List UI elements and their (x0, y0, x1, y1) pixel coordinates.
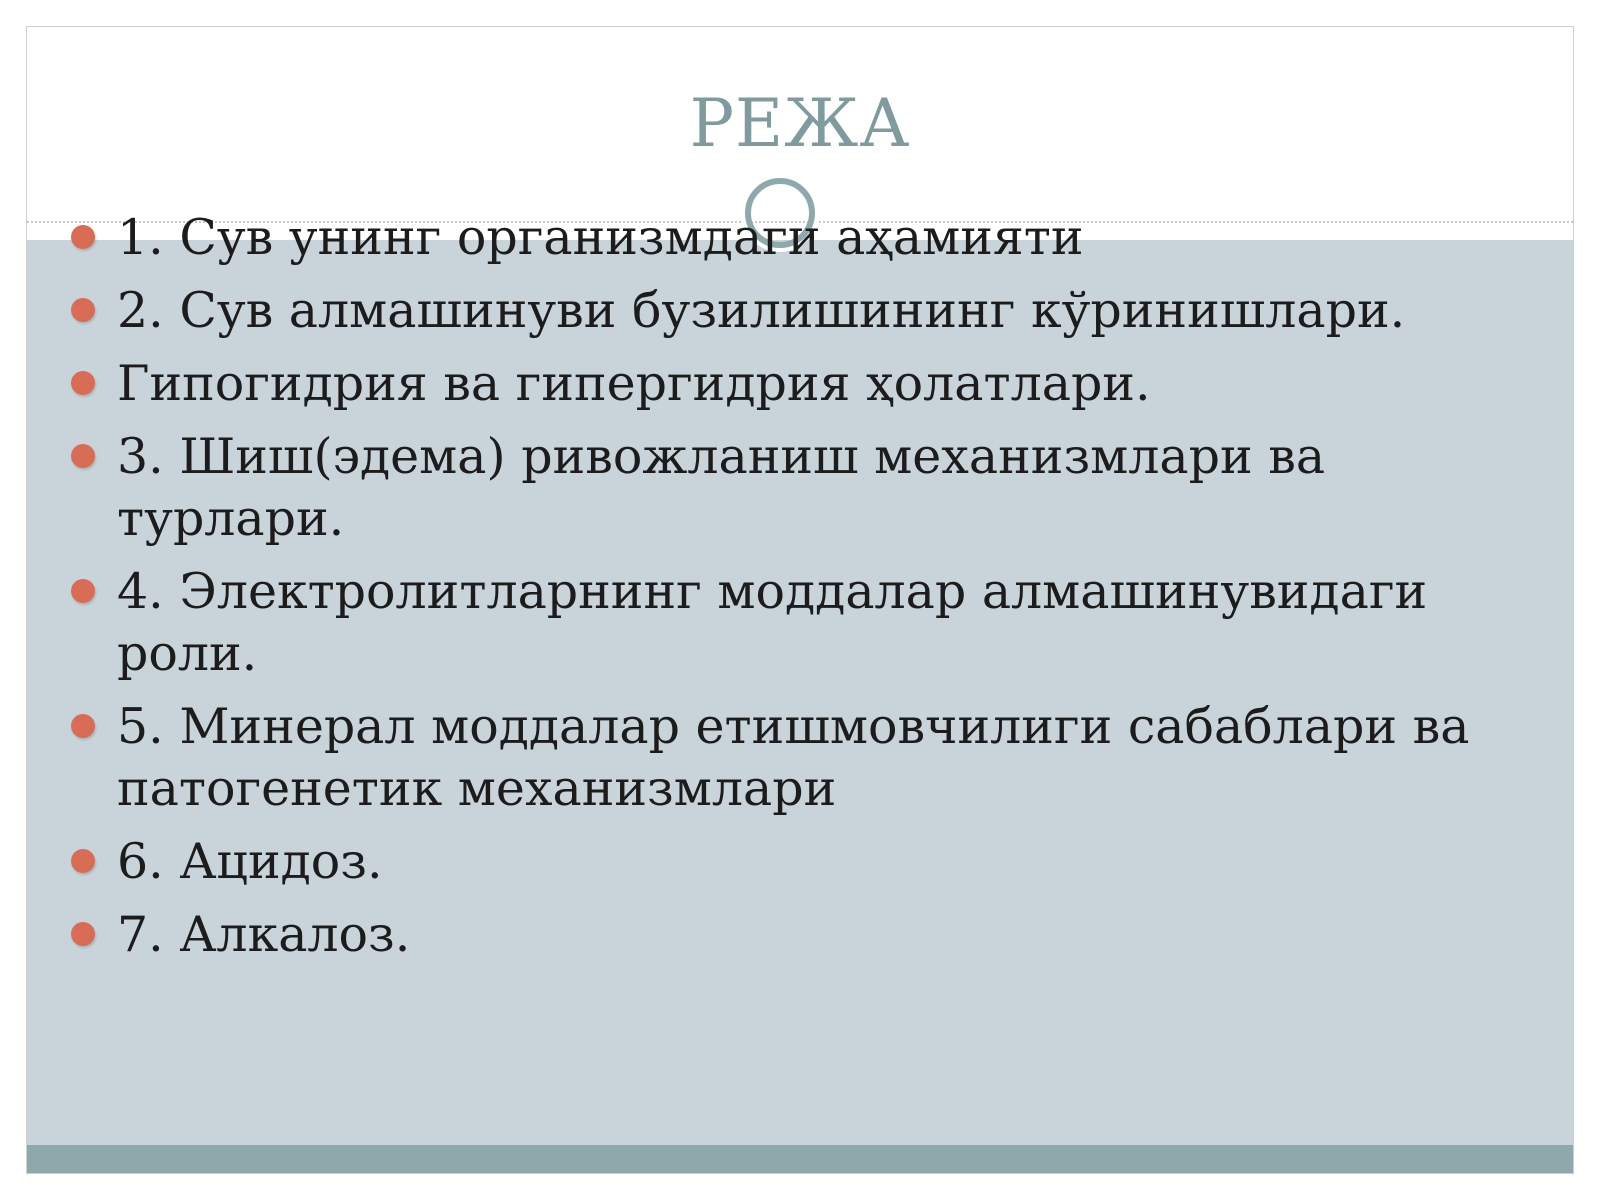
list-item-text: 5. Минерал моддалар етишмовчилиги сабаблари ва патогенетик механизмлари (117, 698, 1470, 817)
bullet-dot-icon (71, 444, 95, 468)
list-item-text: 1. Сув унинг организмдаги аҳамияти (117, 209, 1084, 266)
list-item (27, 426, 1573, 550)
bullet-dot-icon (71, 579, 95, 603)
list-item (27, 696, 1573, 820)
bullet-dot-icon (71, 225, 95, 249)
slide (26, 26, 1574, 1174)
footer-band (27, 1145, 1573, 1174)
list-item-text: 2. Сув алмашинуви бузилишининг кўринишлари. (117, 282, 1406, 339)
bullet-dot-icon (71, 371, 95, 395)
bullet-dot-icon (71, 922, 95, 946)
list-item (27, 280, 1573, 342)
list-item (27, 831, 1573, 893)
bullet-dot-icon (71, 298, 95, 322)
list-item-text: 6. Ацидоз. (117, 833, 383, 890)
list-item-text: 4. Электролитларнинг моддалар алмашинувидаги роли. (117, 563, 1428, 682)
list-item (27, 207, 1573, 269)
slide-title: РЕЖА (689, 85, 911, 162)
list-item-text: Гипогидрия ва гипергидрия ҳолатлари. (117, 355, 1151, 412)
bullet-dot-icon (71, 714, 95, 738)
list-item-text: 7. Алкалоз. (117, 906, 411, 963)
list-item (27, 904, 1573, 966)
list-item-text: 3. Шиш(эдема) ривожланиш механизмлари ва турлари. (117, 428, 1326, 547)
list-item (27, 353, 1573, 415)
list-item (27, 561, 1573, 685)
bullet-dot-icon (71, 849, 95, 873)
bullet-list (27, 207, 1573, 977)
